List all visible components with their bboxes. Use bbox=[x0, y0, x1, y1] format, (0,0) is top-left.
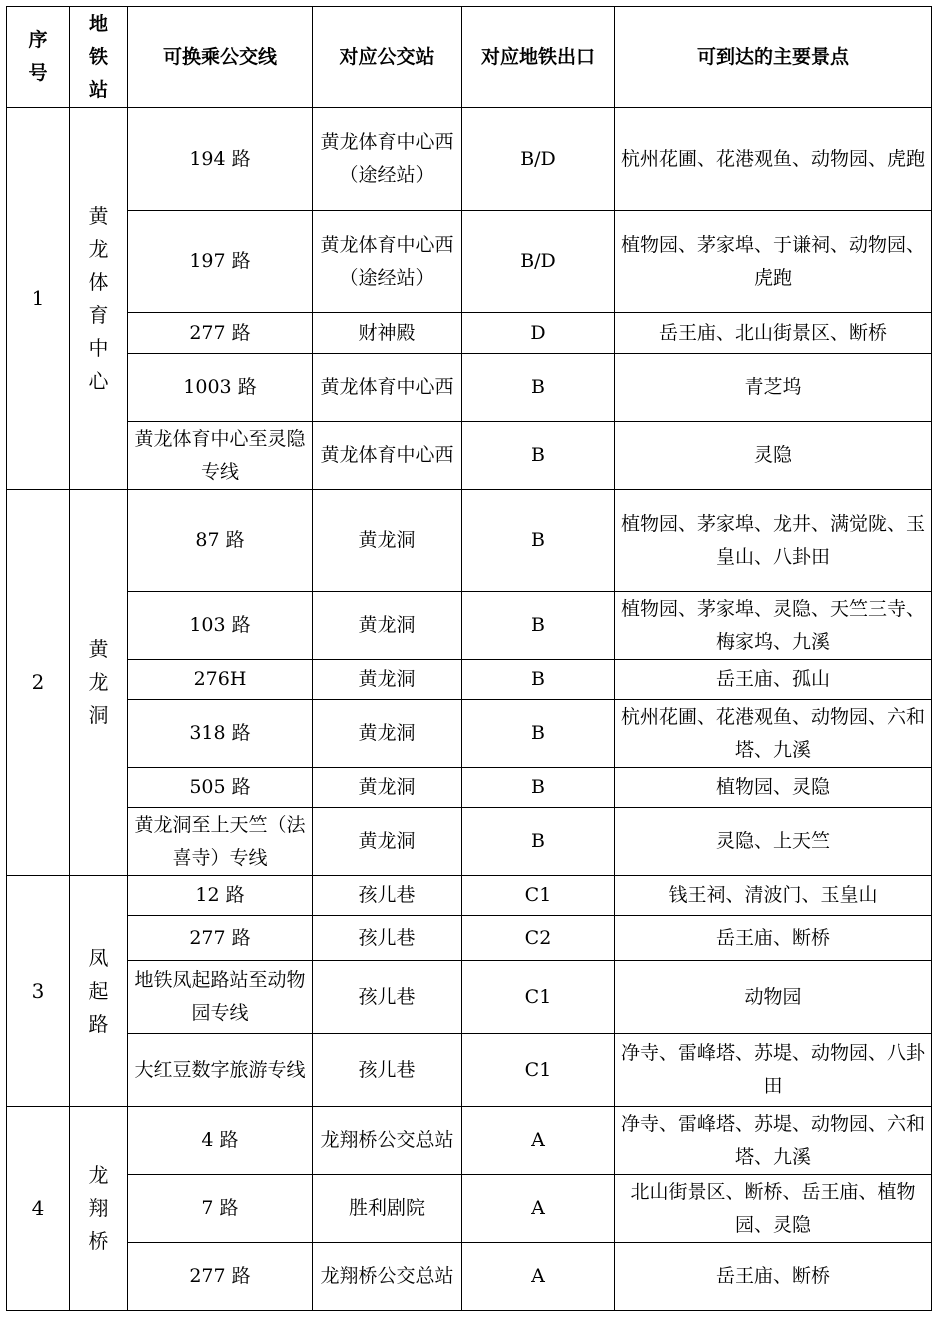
bus-stop: 黄龙洞 bbox=[313, 808, 462, 876]
header-sights: 可到达的主要景点 bbox=[615, 7, 932, 108]
sights: 青芝坞 bbox=[615, 354, 932, 422]
metro-exit: B bbox=[462, 422, 615, 490]
header-line: 可换乘公交线 bbox=[128, 7, 313, 108]
sights: 净寺、雷峰塔、苏堤、动物园、六和塔、九溪 bbox=[615, 1107, 932, 1175]
metro-station: 黄龙洞 bbox=[70, 490, 128, 876]
metro-exit: B bbox=[462, 768, 615, 808]
table-row bbox=[7, 768, 932, 808]
table-row bbox=[7, 916, 932, 961]
bus-line: 276H bbox=[128, 660, 313, 700]
metro-exit: C1 bbox=[462, 961, 615, 1034]
bus-stop: 龙翔桥公交总站 bbox=[313, 1243, 462, 1311]
metro-exit: B bbox=[462, 700, 615, 768]
table-row bbox=[7, 660, 932, 700]
bus-stop: 孩儿巷 bbox=[313, 876, 462, 916]
sights: 杭州花圃、花港观鱼、动物园、六和塔、九溪 bbox=[615, 700, 932, 768]
bus-stop: 龙翔桥公交总站 bbox=[313, 1107, 462, 1175]
bus-line: 103 路 bbox=[128, 592, 313, 660]
header-stop: 对应公交站 bbox=[313, 7, 462, 108]
bus-line: 7 路 bbox=[128, 1175, 313, 1243]
bus-line: 12 路 bbox=[128, 876, 313, 916]
metro-exit: A bbox=[462, 1175, 615, 1243]
metro-exit: B bbox=[462, 354, 615, 422]
bus-line: 大红豆数字旅游专线 bbox=[128, 1034, 313, 1107]
bus-stop: 黄龙体育中心西（途经站） bbox=[313, 211, 462, 313]
sights: 植物园、茅家埠、灵隐、天竺三寺、梅家坞、九溪 bbox=[615, 592, 932, 660]
bus-line: 87 路 bbox=[128, 490, 313, 592]
sights: 植物园、茅家埠、龙井、满觉陇、玉皇山、八卦田 bbox=[615, 490, 932, 592]
bus-line: 277 路 bbox=[128, 1243, 313, 1311]
sights: 岳王庙、断桥 bbox=[615, 916, 932, 961]
table-row bbox=[7, 961, 932, 1034]
metro-exit: D bbox=[462, 313, 615, 354]
table-row bbox=[7, 700, 932, 768]
table-row bbox=[7, 211, 932, 313]
bus-line: 505 路 bbox=[128, 768, 313, 808]
header-exit: 对应地铁出口 bbox=[462, 7, 615, 108]
sights: 净寺、雷峰塔、苏堤、动物园、八卦田 bbox=[615, 1034, 932, 1107]
bus-line: 地铁凤起路站至动物园专线 bbox=[128, 961, 313, 1034]
metro-station: 凤起路 bbox=[70, 876, 128, 1107]
table-row bbox=[7, 313, 932, 354]
bus-stop: 孩儿巷 bbox=[313, 916, 462, 961]
sights: 岳王庙、孤山 bbox=[615, 660, 932, 700]
table-row bbox=[7, 1034, 932, 1107]
metro-exit: B bbox=[462, 808, 615, 876]
bus-stop: 黄龙洞 bbox=[313, 592, 462, 660]
metro-exit: B bbox=[462, 490, 615, 592]
table-row bbox=[7, 1175, 932, 1243]
metro-exit: B bbox=[462, 592, 615, 660]
table-row bbox=[7, 422, 932, 490]
bus-stop: 黄龙体育中心西 bbox=[313, 354, 462, 422]
sights: 灵隐、上天竺 bbox=[615, 808, 932, 876]
bus-stop: 黄龙洞 bbox=[313, 490, 462, 592]
metro-exit: C2 bbox=[462, 916, 615, 961]
bus-line: 277 路 bbox=[128, 313, 313, 354]
bus-line: 4 路 bbox=[128, 1107, 313, 1175]
bus-stop: 黄龙洞 bbox=[313, 660, 462, 700]
bus-stop: 黄龙洞 bbox=[313, 768, 462, 808]
sights: 岳王庙、北山街景区、断桥 bbox=[615, 313, 932, 354]
metro-exit: B/D bbox=[462, 211, 615, 313]
table-row bbox=[7, 808, 932, 876]
bus-stop: 黄龙体育中心西 bbox=[313, 422, 462, 490]
bus-stop: 黄龙洞 bbox=[313, 700, 462, 768]
bus-line: 黄龙体育中心至灵隐专线 bbox=[128, 422, 313, 490]
sights: 钱王祠、清波门、玉皇山 bbox=[615, 876, 932, 916]
bus-line: 277 路 bbox=[128, 916, 313, 961]
sights: 岳王庙、断桥 bbox=[615, 1243, 932, 1311]
bus-line: 194 路 bbox=[128, 108, 313, 211]
metro-exit: A bbox=[462, 1243, 615, 1311]
metro-station: 黄龙体育中心 bbox=[70, 108, 128, 490]
metro-exit: C1 bbox=[462, 876, 615, 916]
bus-stop: 孩儿巷 bbox=[313, 961, 462, 1034]
table-row bbox=[7, 1243, 932, 1311]
bus-stop: 黄龙体育中心西（途经站） bbox=[313, 108, 462, 211]
metro-exit: A bbox=[462, 1107, 615, 1175]
sights: 动物园 bbox=[615, 961, 932, 1034]
transit-table bbox=[6, 6, 932, 1311]
table-row bbox=[7, 108, 932, 211]
bus-stop: 胜利剧院 bbox=[313, 1175, 462, 1243]
bus-line: 1003 路 bbox=[128, 354, 313, 422]
sights: 杭州花圃、花港观鱼、动物园、虎跑 bbox=[615, 108, 932, 211]
sights: 北山街景区、断桥、岳王庙、植物园、灵隐 bbox=[615, 1175, 932, 1243]
table-row bbox=[7, 1107, 932, 1175]
table-row bbox=[7, 354, 932, 422]
group-index: 1 bbox=[7, 108, 70, 490]
table-row bbox=[7, 490, 932, 592]
metro-exit: B bbox=[462, 660, 615, 700]
header-station: 地铁站 bbox=[70, 7, 128, 108]
bus-stop: 孩儿巷 bbox=[313, 1034, 462, 1107]
bus-line: 197 路 bbox=[128, 211, 313, 313]
bus-stop: 财神殿 bbox=[313, 313, 462, 354]
header-index: 序号 bbox=[7, 7, 70, 108]
bus-line: 318 路 bbox=[128, 700, 313, 768]
group-index: 3 bbox=[7, 876, 70, 1107]
table-row bbox=[7, 592, 932, 660]
metro-station: 龙翔桥 bbox=[70, 1107, 128, 1311]
header-row bbox=[7, 7, 932, 108]
group-index: 2 bbox=[7, 490, 70, 876]
bus-line: 黄龙洞至上天竺（法喜寺）专线 bbox=[128, 808, 313, 876]
metro-exit: C1 bbox=[462, 1034, 615, 1107]
sights: 植物园、灵隐 bbox=[615, 768, 932, 808]
metro-exit: B/D bbox=[462, 108, 615, 211]
sights: 植物园、茅家埠、于谦祠、动物园、虎跑 bbox=[615, 211, 932, 313]
table-row bbox=[7, 876, 932, 916]
group-index: 4 bbox=[7, 1107, 70, 1311]
sights: 灵隐 bbox=[615, 422, 932, 490]
